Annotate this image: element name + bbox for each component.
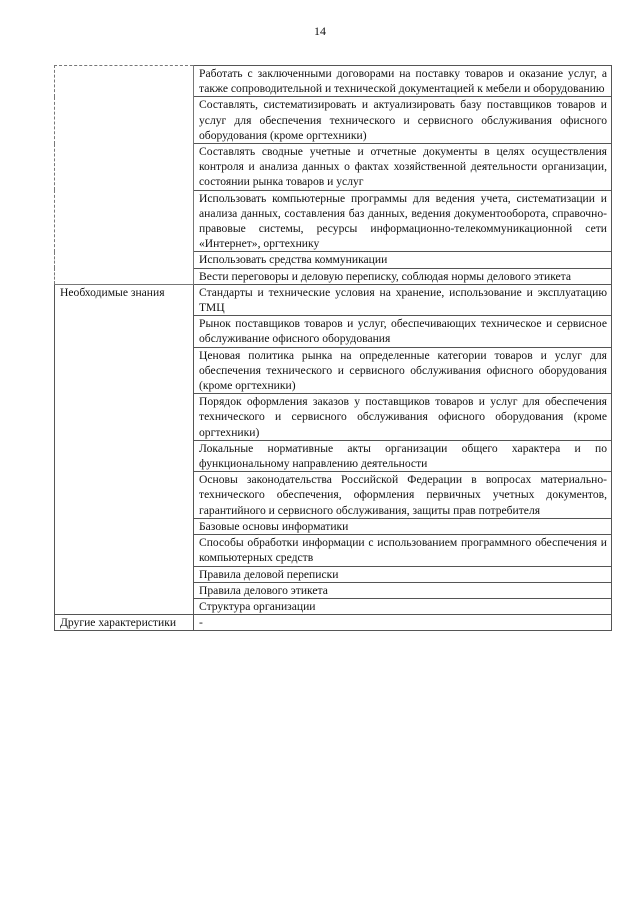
knowledge-label: Необходимые знания bbox=[55, 284, 194, 614]
knowledge-item: Локальные нормативные акты организации общего характера и по функциональному направлению деятельности bbox=[194, 440, 612, 471]
skill-item: Вести переговоры и деловую переписку, соблюдая нормы делового этикета bbox=[194, 268, 612, 284]
skill-item: Использовать средства коммуникации bbox=[194, 252, 612, 268]
knowledge-item: Порядок оформления заказов у поставщиков товаров и услуг для обеспечения технического и сервисного обслуживания офисного оборудования (кроме оргтехники) bbox=[194, 394, 612, 441]
skill-item: Использовать компьютерные программы для ведения учета, систематизации и анализа данных, составления баз данных, ведения документооборота, справочно-правовые системы, ресурсы информационно-телекоммуникационной сети «Интернет», оргтехнику bbox=[194, 190, 612, 252]
characteristics-table bbox=[54, 65, 612, 631]
skills-label-cell bbox=[55, 66, 194, 285]
skill-item: Работать с заключенными договорами на поставку товаров и оказание услуг, а также сопроводительной и технической документацией к мебели и оборудованию bbox=[194, 66, 612, 97]
table-row bbox=[55, 66, 612, 97]
skill-item: Составлять, систематизировать и актуализировать базу поставщиков товаров и услуг для обеспечения технического и сервисного обслуживания офисного оборудования (кроме оргтехники) bbox=[194, 97, 612, 144]
page-number: 14 bbox=[314, 24, 326, 38]
knowledge-item: Основы законодательства Российской Федерации в вопросах материально-технического обеспечения, оформления первичных учетных документов, гарантийного и сервисного обслуживания, защиты прав потребителя bbox=[194, 472, 612, 519]
knowledge-item: Стандарты и технические условия на хранение, использование и эксплуатацию ТМЦ bbox=[194, 284, 612, 315]
knowledge-item: Рынок поставщиков товаров и услуг, обеспечивающих техническое и сервисное обслуживание офисного оборудования bbox=[194, 316, 612, 347]
knowledge-item: Базовые основы информатики bbox=[194, 518, 612, 534]
knowledge-item: Ценовая политика рынка на определенные категории товаров и услуг для обеспечения технического и сервисного обслуживания офисного оборудования (кроме оргтехники) bbox=[194, 347, 612, 394]
knowledge-item: Способы обработки информации с использованием программного обеспечения и компьютерных средств bbox=[194, 535, 612, 566]
other-characteristics-label: Другие характеристики bbox=[55, 615, 194, 631]
table-row bbox=[55, 284, 612, 315]
knowledge-item: Структура организации bbox=[194, 598, 612, 614]
knowledge-item: Правила деловой переписки bbox=[194, 566, 612, 582]
skill-item: Составлять сводные учетные и отчетные документы в целях осуществления контроля и анализа данных о фактах хозяйственной деятельности организации, состоянии рынка товаров и услуг bbox=[194, 144, 612, 191]
knowledge-item: Правила делового этикета bbox=[194, 582, 612, 598]
other-characteristics-value: - bbox=[194, 615, 612, 631]
table-row bbox=[55, 615, 612, 631]
